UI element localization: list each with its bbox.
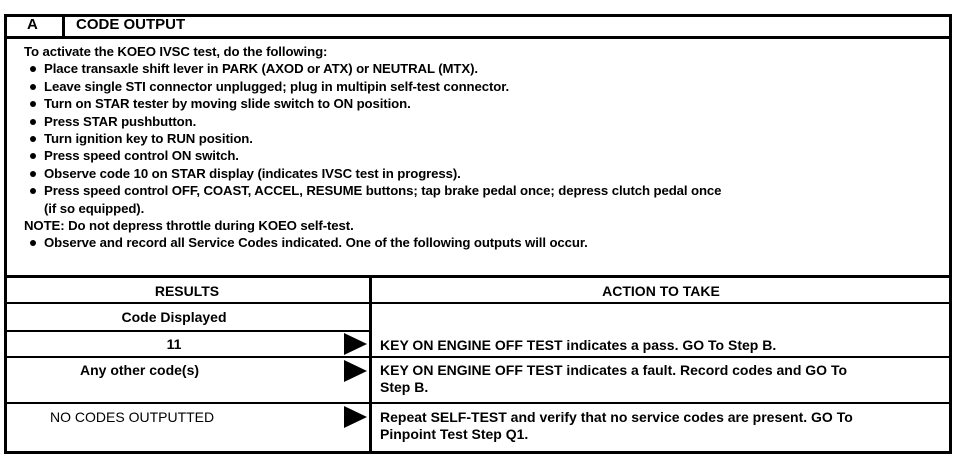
arrow-right-icon bbox=[344, 333, 367, 355]
table-top-divider bbox=[4, 275, 952, 278]
action-line: Pinpoint Test Step Q1. bbox=[380, 426, 529, 442]
instruction-step: Press STAR pushbutton. bbox=[24, 113, 944, 130]
row-divider bbox=[4, 402, 952, 404]
table-header-divider bbox=[4, 302, 952, 304]
instructions-intro: To activate the KOEO IVSC test, do the following: bbox=[24, 44, 328, 59]
instruction-step: Turn on STAR tester by moving slide switch to ON position. bbox=[24, 95, 944, 112]
result-cell: NO CODES OUTPUTTED bbox=[50, 409, 215, 425]
action-line: KEY ON ENGINE OFF TEST indicates a fault. Record codes and GO To bbox=[380, 362, 848, 378]
row-divider bbox=[4, 356, 952, 358]
results-column-header: RESULTS bbox=[154, 283, 220, 299]
column-divider bbox=[369, 275, 372, 454]
section-title: CODE OUTPUT bbox=[76, 16, 186, 33]
arrow-right-icon bbox=[344, 360, 367, 382]
section-header bbox=[4, 14, 952, 39]
action-column-header: ACTION TO TAKE bbox=[602, 283, 720, 299]
result-cell: 11 bbox=[166, 336, 182, 352]
action-line: Repeat SELF-TEST and verify that no service codes are present. GO To bbox=[380, 409, 853, 425]
instructions-note: NOTE: Do not depress throttle during KOEO self-test. bbox=[24, 218, 354, 234]
action-cell: KEY ON ENGINE OFF TEST indicates a pass. GO To Step B. bbox=[380, 337, 777, 353]
instruction-step-continued: (if so equipped). bbox=[44, 200, 145, 216]
instruction-final-step: Observe and record all Service Codes indicated. One of the following outputs will occur. bbox=[24, 234, 944, 251]
action-cell bbox=[380, 409, 948, 443]
action-line: Step B. bbox=[380, 379, 429, 395]
instruction-step: Place transaxle shift lever in PARK (AXOD or ATX) or NEUTRAL (MTX). bbox=[24, 60, 944, 77]
instruction-step: Press speed control OFF, COAST, ACCEL, RESUME buttons; tap brake pedal once; depress clutch pedal once bbox=[24, 182, 944, 199]
code-displayed-subheader: Code Displayed bbox=[121, 309, 227, 325]
instruction-step: Turn ignition key to RUN position. bbox=[24, 130, 944, 147]
result-cell: Any other code(s) bbox=[80, 362, 200, 378]
subheader-divider bbox=[4, 330, 370, 332]
arrow-right-icon bbox=[344, 406, 367, 428]
instructions bbox=[24, 43, 944, 252]
instruction-step: Observe code 10 on STAR display (indicates IVSC test in progress). bbox=[24, 165, 944, 182]
instruction-step: Press speed control ON switch. bbox=[24, 147, 944, 164]
action-cell bbox=[380, 362, 948, 396]
step-letter: A bbox=[7, 14, 65, 36]
instruction-step: Leave single STI connector unplugged; plug in multipin self-test connector. bbox=[24, 78, 944, 95]
